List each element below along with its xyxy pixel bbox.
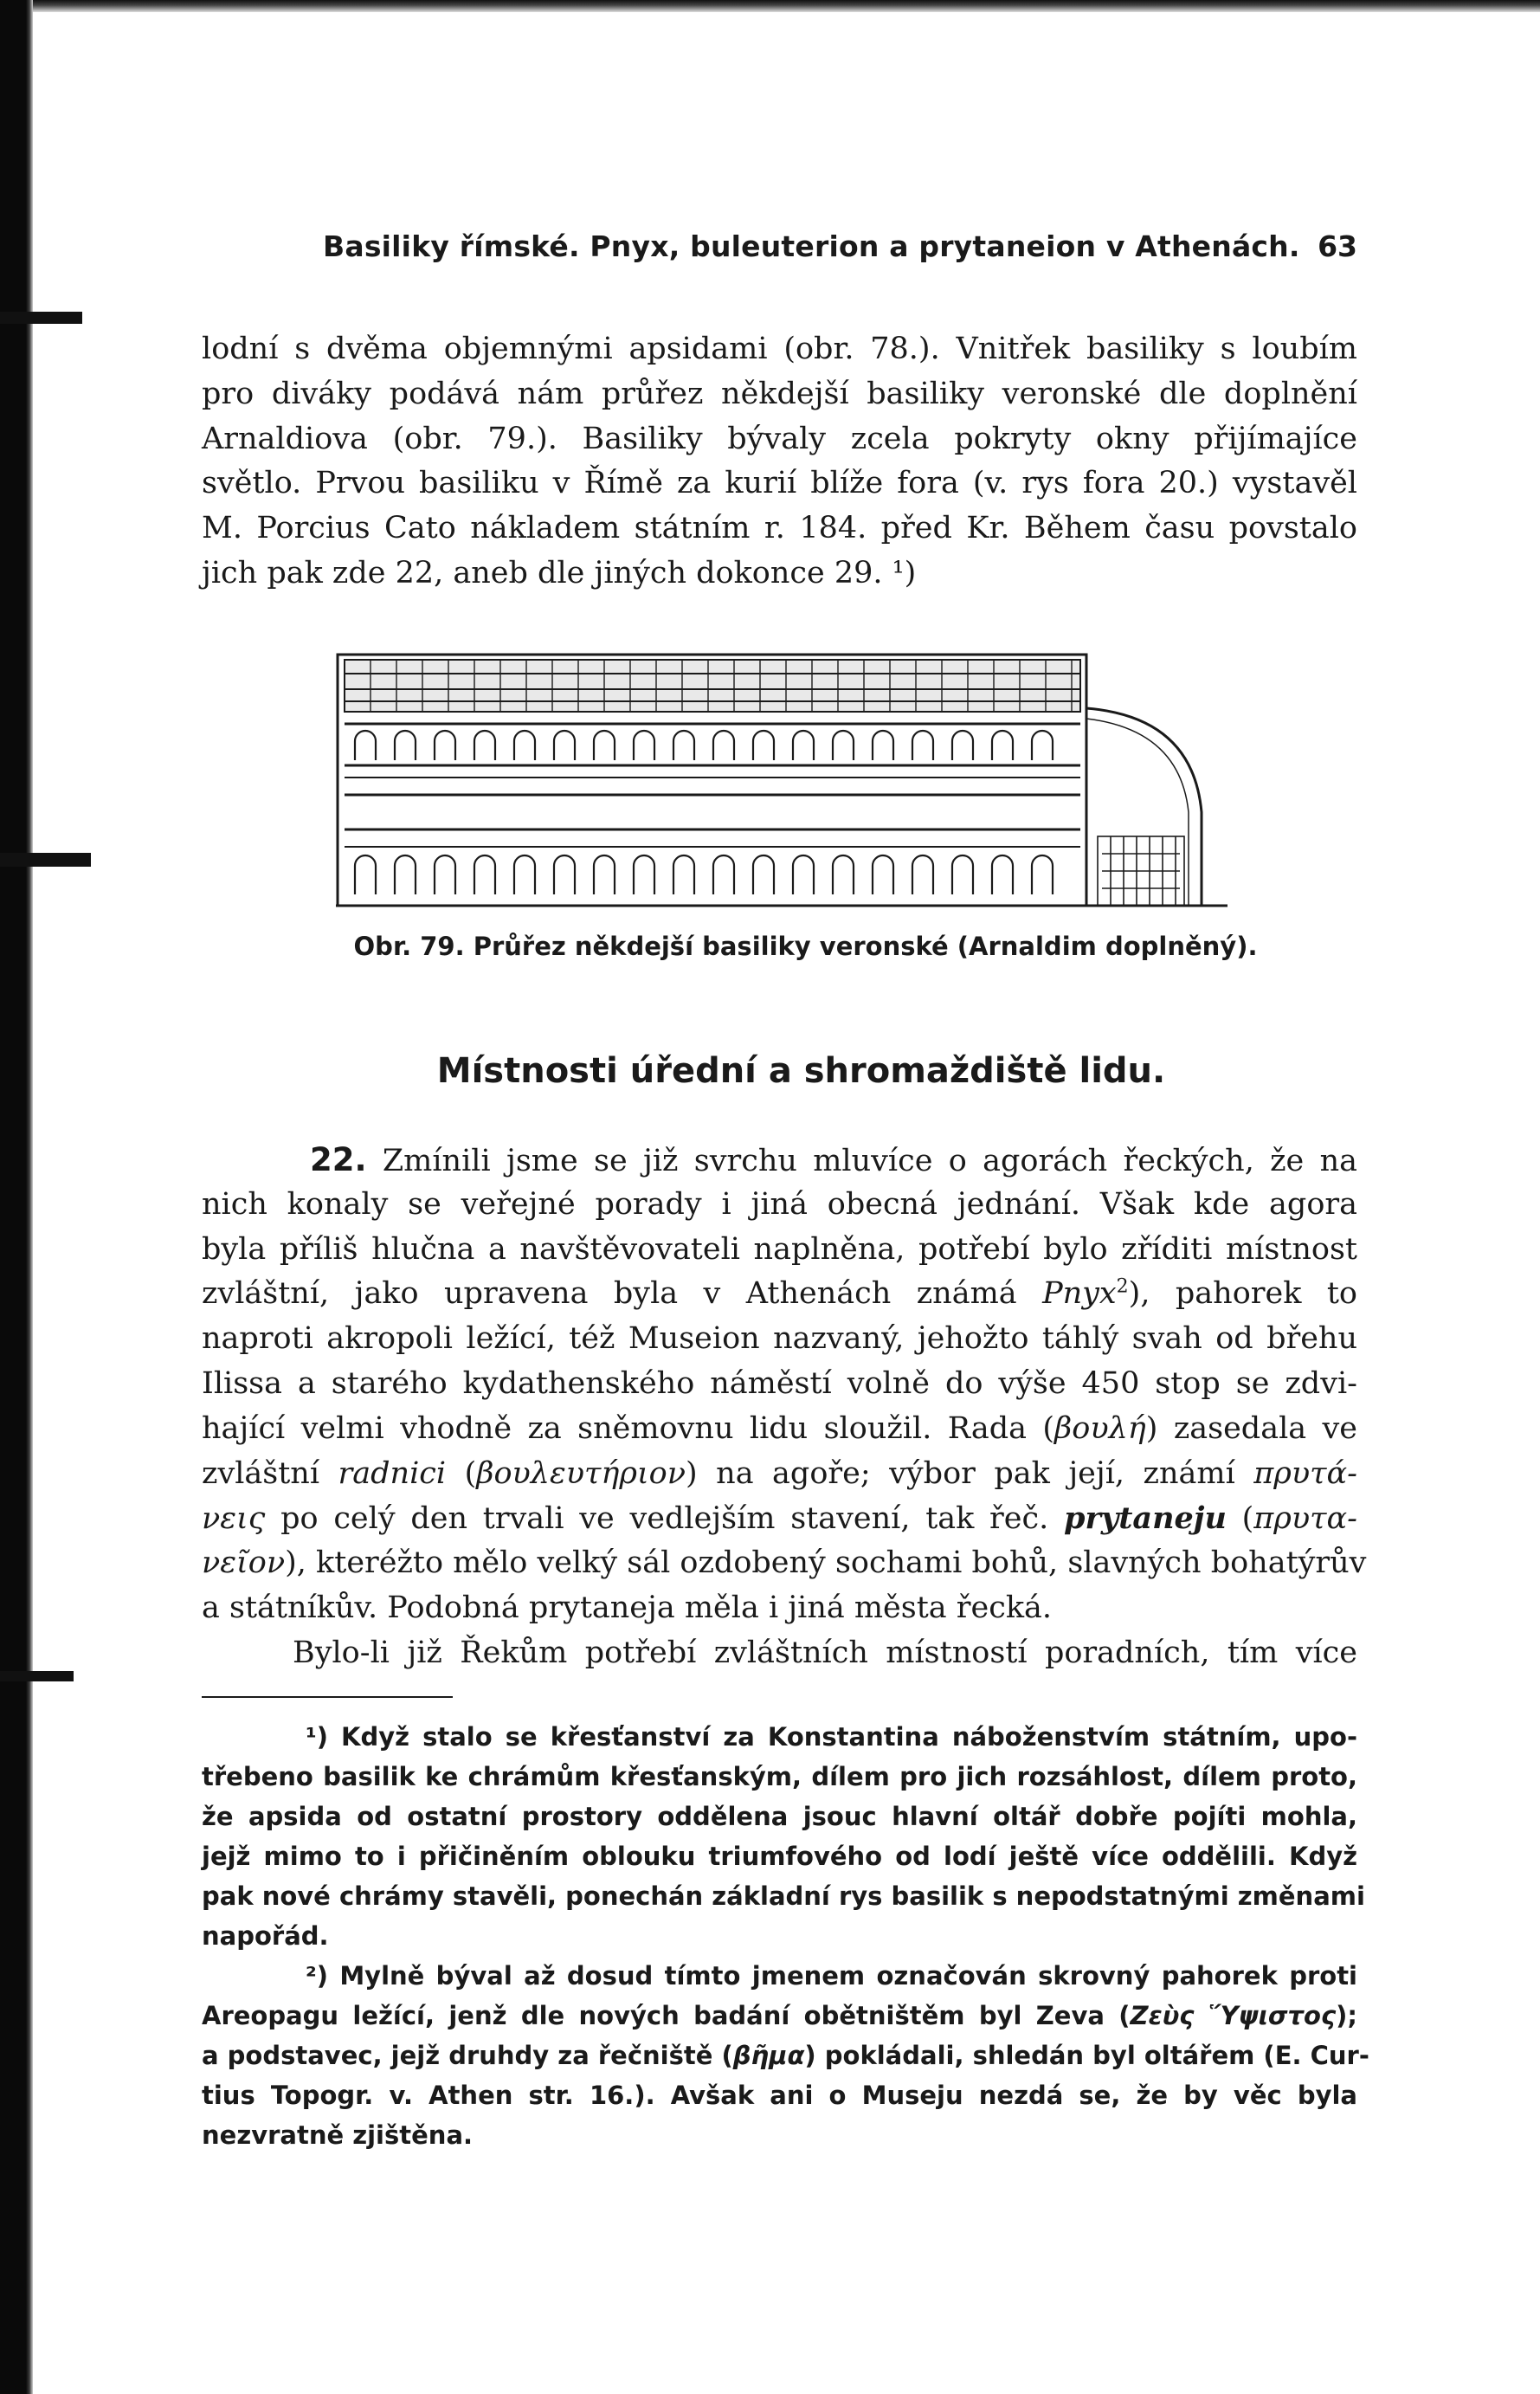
footnote-line: ¹) Když stalo se křesťanství za Konstantina náboženstvím státním, upo- xyxy=(306,1722,1357,1752)
footnote-line: jejž mimo to i přičiněním oblouku triumfového od lodí ještě více oddělili. Když xyxy=(202,1842,1357,1871)
text-line: a státníkův. Podobná prytaneja měla i jiná města řecká. xyxy=(202,1590,1053,1625)
page-number: 63 xyxy=(1318,229,1357,263)
paragraph-number: 22. xyxy=(310,1141,367,1178)
text-line: νεῖον), kteréžto mělo velký sál ozdobený sochami bohů, slavných bohatýrův xyxy=(202,1545,1367,1581)
footnote-line: pak nové chrámy stavěli, ponechán základní rys basilik s nepodstatnými změnami xyxy=(202,1881,1365,1911)
text-line: 22. Zmínili jsme se již svrchu mluvíce o agorách řeckých, že na xyxy=(310,1141,1357,1178)
text-line: byla příliš hlučna a navštěvovateli naplněna, potřebí bylo zříditi místnost xyxy=(202,1231,1357,1267)
text-line: M. Porcius Cato nákladem státním r. 184. před Kr. Během času povstalo xyxy=(202,511,1357,546)
scan-artifact xyxy=(0,853,91,867)
text-line: světlo. Prvou basiliku v Římě za kurií blíže fora (v. rys fora 20.) vystavěl xyxy=(202,466,1357,501)
text-line: Ilissa a starého kydathenského náměstí volně do výše 450 stop se zdvi- xyxy=(202,1365,1357,1401)
text-line: lodní s dvěma objemnými apsidami (obr. 78.). Vnitřek basiliky s loubím xyxy=(202,332,1357,366)
text-line: jich pak zde 22, aneb dle jiných dokonce 29. ¹) xyxy=(202,555,917,590)
paragraph-22 xyxy=(202,1138,1367,1676)
section-heading: Místnosti úřední a shromaždiště lidu. xyxy=(436,1051,1166,1091)
footnote-line: a podstavec, jejž druhdy za řečniště (βῆμα) pokládali, shledán byl oltářem (E. Cur- xyxy=(202,2041,1369,2070)
figure-caption: Obr. 79. Průřez někdejší basiliky veronské (Arnaldim doplněný). xyxy=(353,932,1258,961)
book-page xyxy=(202,0,1369,2394)
scan-border-left xyxy=(0,0,33,2394)
footnote-line: tius Topogr. v. Athen str. 16.). Avšak ani o Museju nezdá se, že by věc byla xyxy=(202,2081,1357,2110)
paragraph-top xyxy=(202,327,1357,597)
footnote-rule xyxy=(202,1695,453,1699)
text-line: pro diváky podává nám průřez někdejší basiliky veronské dle doplnění xyxy=(202,376,1357,411)
footnote-line: napořád. xyxy=(202,1921,329,1951)
text-line: nich konaly se veřejné porady i jiná obecná jednání. Však kde agora xyxy=(202,1186,1357,1222)
scan-artifact xyxy=(0,312,82,324)
footnote-line: že apsida od ostatní prostory oddělena jsouc hlavní oltář dobře pojíti mohla, xyxy=(202,1802,1357,1831)
text-line: Arnaldiova (obr. 79.). Basiliky bývaly zcela pokryty okny přijímajíce xyxy=(202,421,1357,456)
scan-artifact xyxy=(0,1671,74,1681)
footnote-line: třebeno basilik ke chrámům křesťanským, dílem pro jich rozsáhlost, dílem proto, xyxy=(202,1762,1357,1791)
basilica-cross-section-figure xyxy=(336,648,1232,907)
running-title: Basiliky římské. Pnyx, buleuterion a prytaneion v Athenách. xyxy=(323,229,1300,263)
footnotes xyxy=(202,1717,1369,2155)
text-line: zvláštní radnici (βουλευτήριον) na agoře; výbor pak její, známí πρυτά- xyxy=(202,1455,1357,1491)
text-line: hající velmi vhodně za sněmovnu lidu sloužil. Rada (βουλή) zasedala ve xyxy=(202,1410,1357,1446)
text-line: zvláštní, jako upravena byla v Athenách známá Pnyx$^2$), pahorek to xyxy=(202,1275,1357,1312)
footnote-line: ²) Mylně býval až dosud tímto jmenem označován skrovný pahorek proti xyxy=(306,1961,1357,1991)
text-line: naproti akropoli ležící, též Museion nazvaný, jehožto táhlý svah od břehu xyxy=(202,1321,1357,1357)
text-line: Bylo-li již Řekům potřebí zvláštních místností poradních, tím více xyxy=(293,1635,1357,1670)
footnote-line: nezvratně zjištěna. xyxy=(202,2120,474,2150)
footnote-line: Areopagu ležící, jenž dle nových badání obětništěm byl Zeva (Ζεὺς Ὕψιστος); xyxy=(202,2001,1357,2030)
text-line: νεις po celý den trvali ve vedlejším stavení, tak řeč. prytaneju (πρυτα- xyxy=(202,1500,1357,1537)
running-head xyxy=(202,229,1357,273)
